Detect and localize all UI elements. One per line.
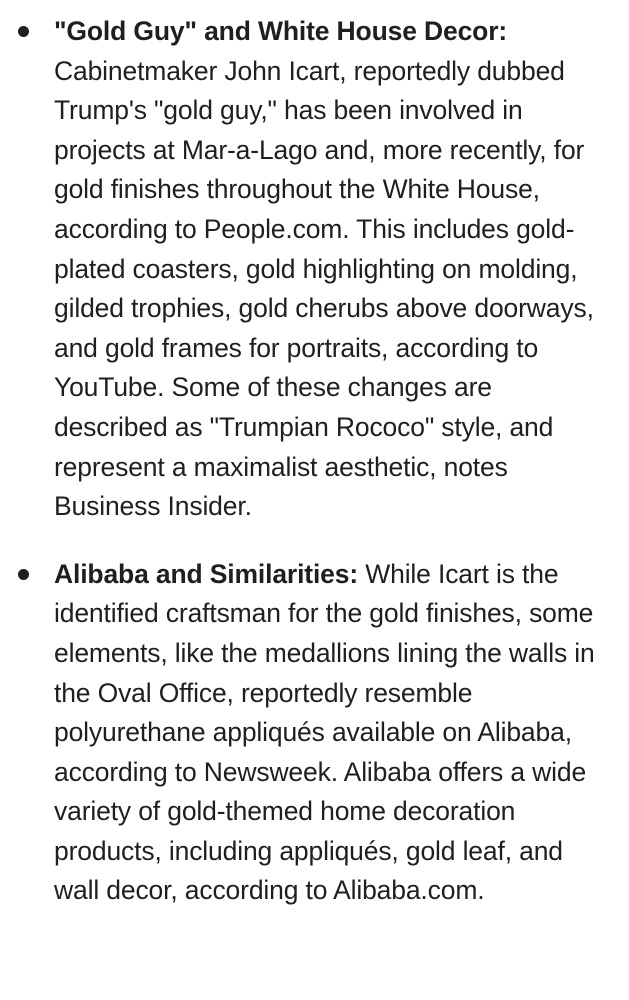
item-title: Alibaba and Similarities: xyxy=(54,558,366,589)
bullet-icon xyxy=(18,26,29,37)
bullet-icon xyxy=(18,569,29,580)
bullet-list xyxy=(14,12,611,911)
list-item-gold-guy xyxy=(14,12,611,527)
list-item-alibaba xyxy=(14,555,611,911)
item-title: "Gold Guy" and White House Decor: xyxy=(54,16,508,46)
item-body: Cabinetmaker John Icart, reportedly dubbed Trump's "gold guy," has been involved in projects at Mar-a-Lago and, more recently, for gold finishes throughout the White House, according to People.com. This includes gold-plated coasters, gold highlighting on molding, gilded trophies, gold cherubs above doorways, and gold frames for portraits, according to YouTube. Some of these changes are described as "Trumpian Rococo" style, and represent a maximalist aesthetic, notes Business Insider. xyxy=(54,55,594,522)
item-body: While Icart is the identified craftsman for the gold finishes, some elements, like the medallions lining the walls in the Oval Office, reportedly resemble polyurethane appliqués available on Alibaba, according to Newsweek. Alibaba offers a wide variety of gold-themed home decoration products, including appliqués, gold leaf, and wall decor, according to Alibaba.com. xyxy=(54,558,595,906)
